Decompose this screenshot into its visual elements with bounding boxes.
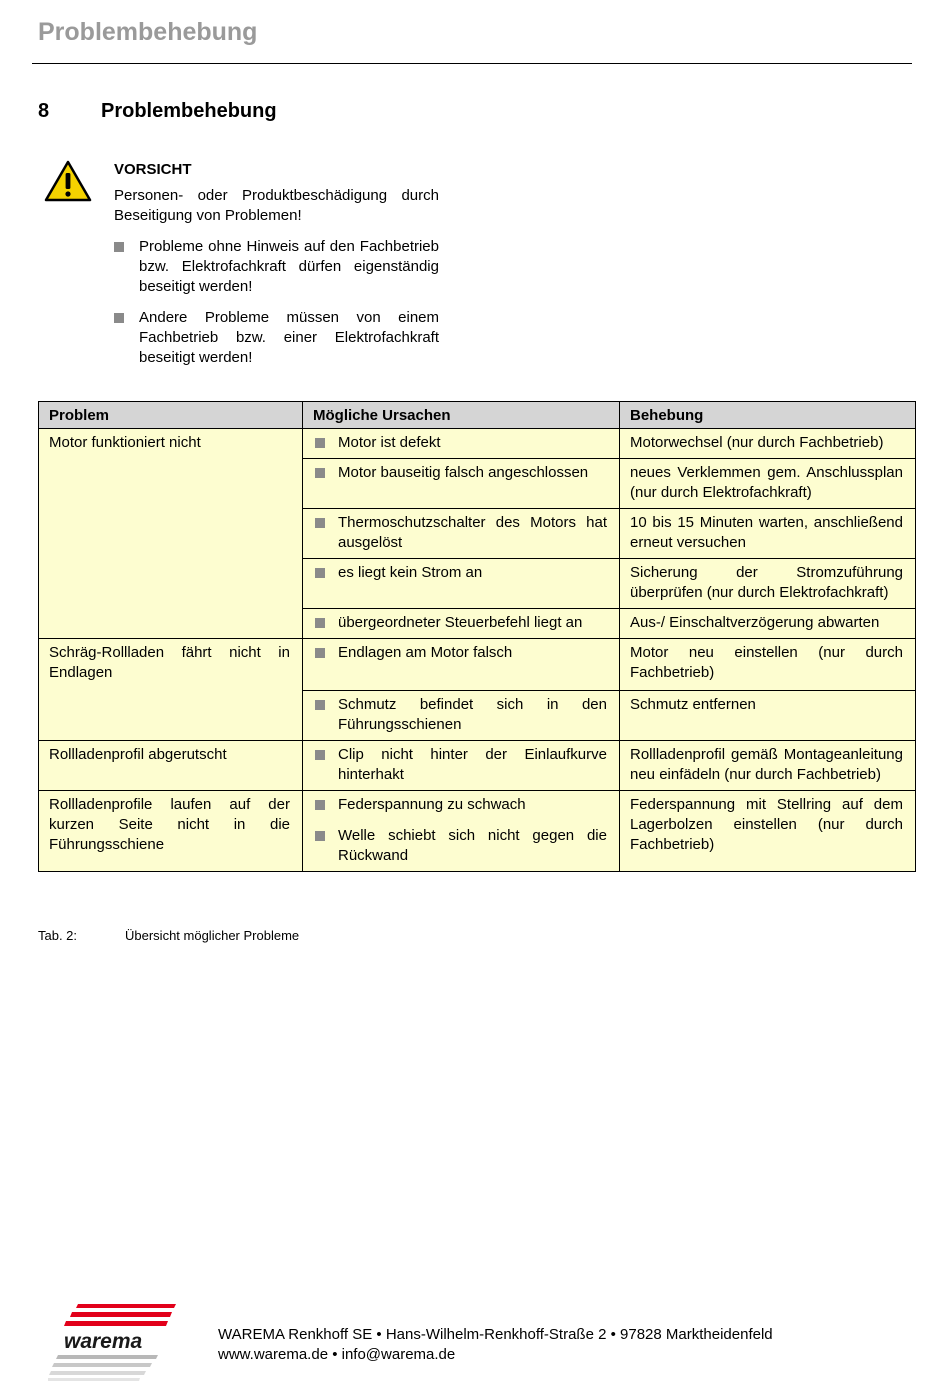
column-header-problem: Problem [39, 402, 303, 429]
caution-notice [114, 160, 439, 379]
problem-cell: Rollladenprofil abgerutscht [39, 741, 303, 791]
bullet-square-icon [315, 700, 325, 710]
footer-contact: www.warema.de • info@warema.de [218, 1346, 456, 1363]
footer-address: WAREMA Renkhoff SE • Hans-Wilhelm-Renkhoff-Straße 2 • 97828 Marktheidenfeld [218, 1326, 773, 1343]
fix-cell: Motor neu einstellen (nur durch Fachbetrieb) [620, 639, 916, 691]
bullet-square-icon [114, 313, 124, 323]
caution-text: Personen- oder Produktbeschädigung durch Beseitigung von Problemen! [114, 187, 439, 224]
problem-cell: Rollladenprofile laufen auf der kurzen Seite nicht in die Führungsschiene [39, 791, 303, 872]
cause-text: Welle schiebt sich nicht gegen die Rückwand [338, 827, 607, 864]
cause-text: Federspannung zu schwach [338, 796, 526, 813]
section-number: 8 [38, 100, 50, 122]
table-row [39, 639, 916, 691]
column-header-fix: Behebung [620, 402, 916, 429]
fix-cell: Sicherung der Stromzuführung überprüfen (nur durch Elektrofachkraft) [620, 559, 916, 609]
caution-bullet [114, 308, 439, 368]
bullet-square-icon [315, 831, 325, 841]
caption-label: Tab. 2: [38, 928, 78, 943]
bullet-square-icon [315, 518, 325, 528]
cause-text: Thermoschutzschalter des Motors hat ausgelöst [338, 514, 607, 551]
fix-cell: Rollladenprofil gemäß Montageanleitung neu einfädeln (nur durch Fachbetrieb) [620, 741, 916, 791]
cause-item [338, 795, 607, 815]
table-row [39, 741, 916, 791]
bullet-square-icon [315, 438, 325, 448]
bullet-square-icon [315, 800, 325, 810]
cause-text: Clip nicht hinter der Einlaufkurve hinterhakt [338, 746, 607, 783]
cause-cell [303, 459, 620, 509]
problem-cell: Schräg-Rollladen fährt nicht in Endlagen [39, 639, 303, 741]
caution-bullet-text: Andere Probleme müssen von einem Fachbetrieb bzw. einer Elektrofachkraft beseitigt werden! [139, 309, 439, 366]
cause-text: Endlagen am Motor falsch [338, 644, 513, 661]
cause-cell [303, 609, 620, 639]
cause-text: Schmutz befindet sich in den Führungsschienen [338, 696, 607, 733]
cause-text: Motor bauseitig falsch angeschlossen [338, 464, 589, 481]
bullet-square-icon [315, 568, 325, 578]
problem-cell: Motor funktioniert nicht [39, 429, 303, 639]
fix-cell: Motorwechsel (nur durch Fachbetrieb) [620, 429, 916, 459]
caution-bullet [114, 237, 439, 297]
header-rule [32, 63, 912, 64]
bullet-square-icon [114, 242, 124, 252]
running-header: Problembehebung [38, 18, 258, 46]
cause-cell [303, 691, 620, 741]
problem-table [38, 401, 916, 872]
cause-item [338, 826, 607, 866]
caution-bullet-text: Probleme ohne Hinweis auf den Fachbetrieb bzw. Elektrofachkraft dürfen eigenständig beseitigt werden! [139, 238, 439, 295]
caution-title: VORSICHT [114, 161, 192, 178]
table-row [39, 429, 916, 459]
table-header-row [39, 402, 916, 429]
fix-cell: 10 bis 15 Minuten warten, anschließend erneut versuchen [620, 509, 916, 559]
fix-cell: Federspannung mit Stellring auf dem Lagerbolzen einstellen (nur durch Fachbetrieb) [620, 791, 916, 872]
table-row [39, 791, 916, 872]
cause-cell [303, 639, 620, 691]
warning-triangle-icon [44, 160, 92, 202]
bullet-square-icon [315, 468, 325, 478]
bullet-square-icon [315, 750, 325, 760]
cause-text: es liegt kein Strom an [338, 564, 483, 581]
svg-text:warema: warema [64, 1330, 143, 1353]
cause-cell [303, 509, 620, 559]
cause-cell [303, 429, 620, 459]
bullet-square-icon [315, 618, 325, 628]
cause-cell [303, 791, 620, 872]
column-header-causes: Mögliche Ursachen [303, 402, 620, 429]
bullet-square-icon [315, 648, 325, 658]
table-caption [38, 928, 299, 943]
warema-logo [48, 1300, 178, 1382]
cause-text: übergeordneter Steuerbefehl liegt an [338, 614, 583, 631]
section-title: Problembehebung [101, 100, 277, 122]
fix-cell: Schmutz entfernen [620, 691, 916, 741]
caption-text: Übersicht möglicher Probleme [125, 928, 300, 943]
fix-cell: neues Verklemmen gem. Anschlussplan (nur durch Elektrofachkraft) [620, 459, 916, 509]
cause-text: Motor ist defekt [338, 434, 441, 451]
fix-cell: Aus-/ Einschaltverzögerung abwarten [620, 609, 916, 639]
cause-cell [303, 741, 620, 791]
cause-cell [303, 559, 620, 609]
